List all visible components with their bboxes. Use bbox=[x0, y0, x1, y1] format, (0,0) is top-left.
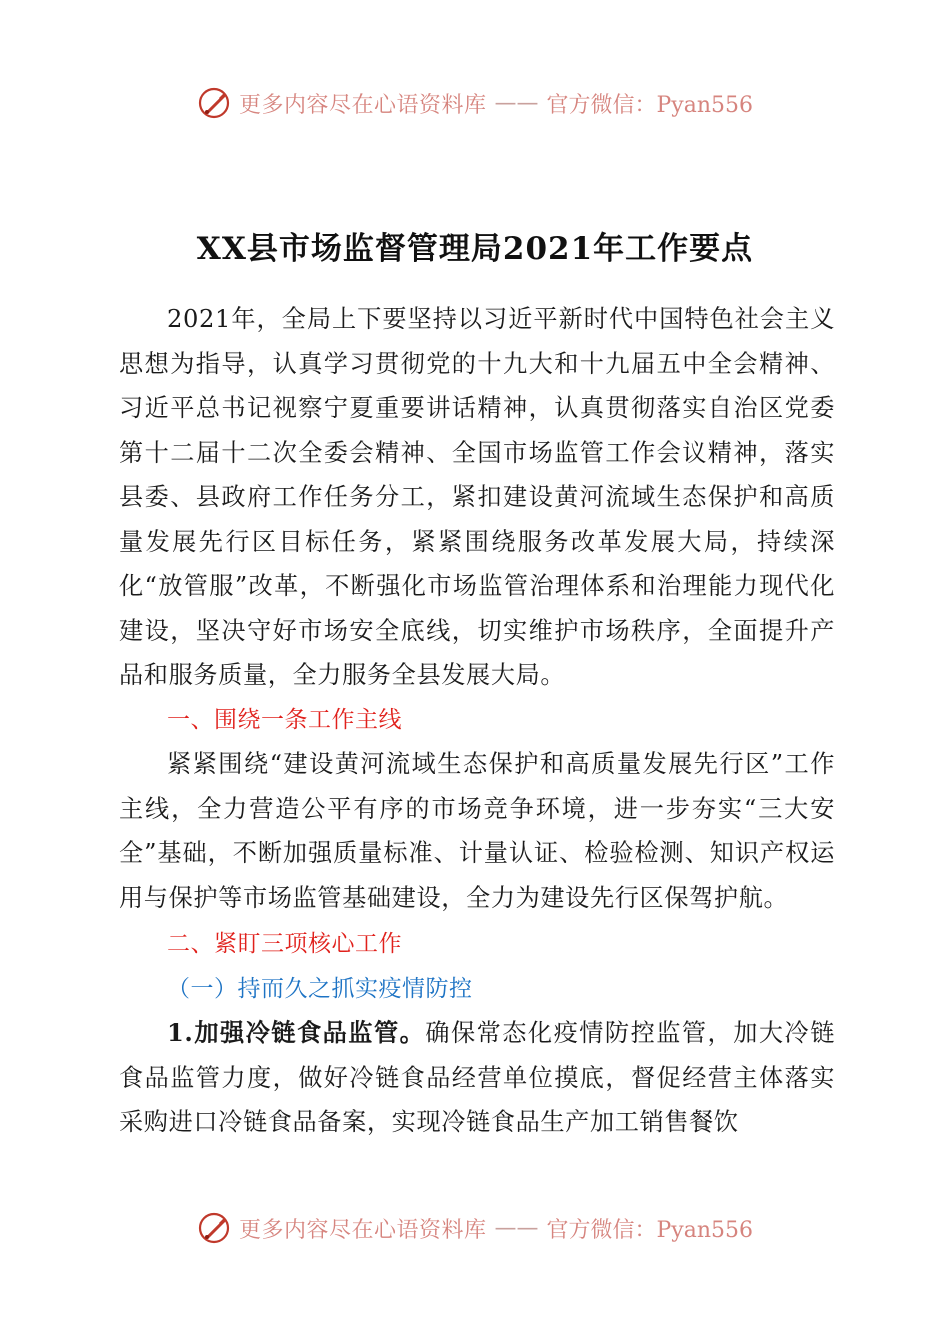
quill-logo-icon bbox=[197, 86, 231, 120]
banner-separator: —— bbox=[494, 1215, 539, 1241]
subsection-heading-1: （一）持而久之抓实疫情防控 bbox=[167, 975, 473, 1002]
document-body bbox=[119, 297, 835, 1145]
banner-text: 更多内容尽在心语资料库 bbox=[238, 1217, 487, 1243]
banner-separator: —— bbox=[494, 90, 539, 116]
section-1-paragraph: 紧紧围绕“建设黄河流域生态保护和高质量发展先行区”工作主线，全力营造公平有序的市场竞争环境，进一步夯实“三大安全”基础，不断加强质量标准、计量认证、检验检测、知识产权运用与保护等市场监管基础建设，全力为建设先行区保驾护航。 bbox=[119, 750, 835, 912]
banner-contact: 官方微信：Pyan556 bbox=[546, 1217, 754, 1243]
footer-watermark bbox=[0, 1205, 950, 1251]
banner-contact: 官方微信：Pyan556 bbox=[546, 92, 754, 118]
header-watermark bbox=[0, 80, 950, 126]
item-1-body: 确保常态化疫情防控监管，加大冷链食品监管力度，做好冷链食品经营单位摸底，督促经营主体落实采购进口冷链食品备案，实现冷链食品生产加工销售餐饮 bbox=[119, 1019, 835, 1136]
banner-text: 更多内容尽在心语资料库 bbox=[238, 92, 487, 118]
quill-logo-icon bbox=[197, 1211, 231, 1245]
item-1-paragraph bbox=[119, 1011, 835, 1145]
section-heading-2: 二、紧盯三项核心工作 bbox=[167, 931, 402, 957]
section-heading-1: 一、围绕一条工作主线 bbox=[167, 706, 402, 733]
item-1-lead: 1.加强冷链食品监管。 bbox=[167, 1018, 426, 1047]
intro-paragraph: 2021年，全局上下要坚持以习近平新时代中国特色社会主义思想为指导，认真学习贯彻党的十九大和十九届五中全会精神、习近平总书记视察宁夏重要讲话精神，认真贯彻落实自治区党委第十二届十二次全委会精神、全国市场监管工作会议精神，落实县委、县政府工作任务分工，紧扣建设黄河流域生态保护和高质量发展先行区目标任务，紧紧围绕服务改革发展大局，持续深化“放管服”改革，不断强化市场监管治理体系和治理能力现代化建设，坚决守好市场安全底线，切实维护市场秩序，全面提升产品和服务质量，全力服务全县发展大局。 bbox=[119, 305, 835, 689]
document-title: XX县市场监督管理局2021年工作要点 bbox=[196, 231, 754, 267]
